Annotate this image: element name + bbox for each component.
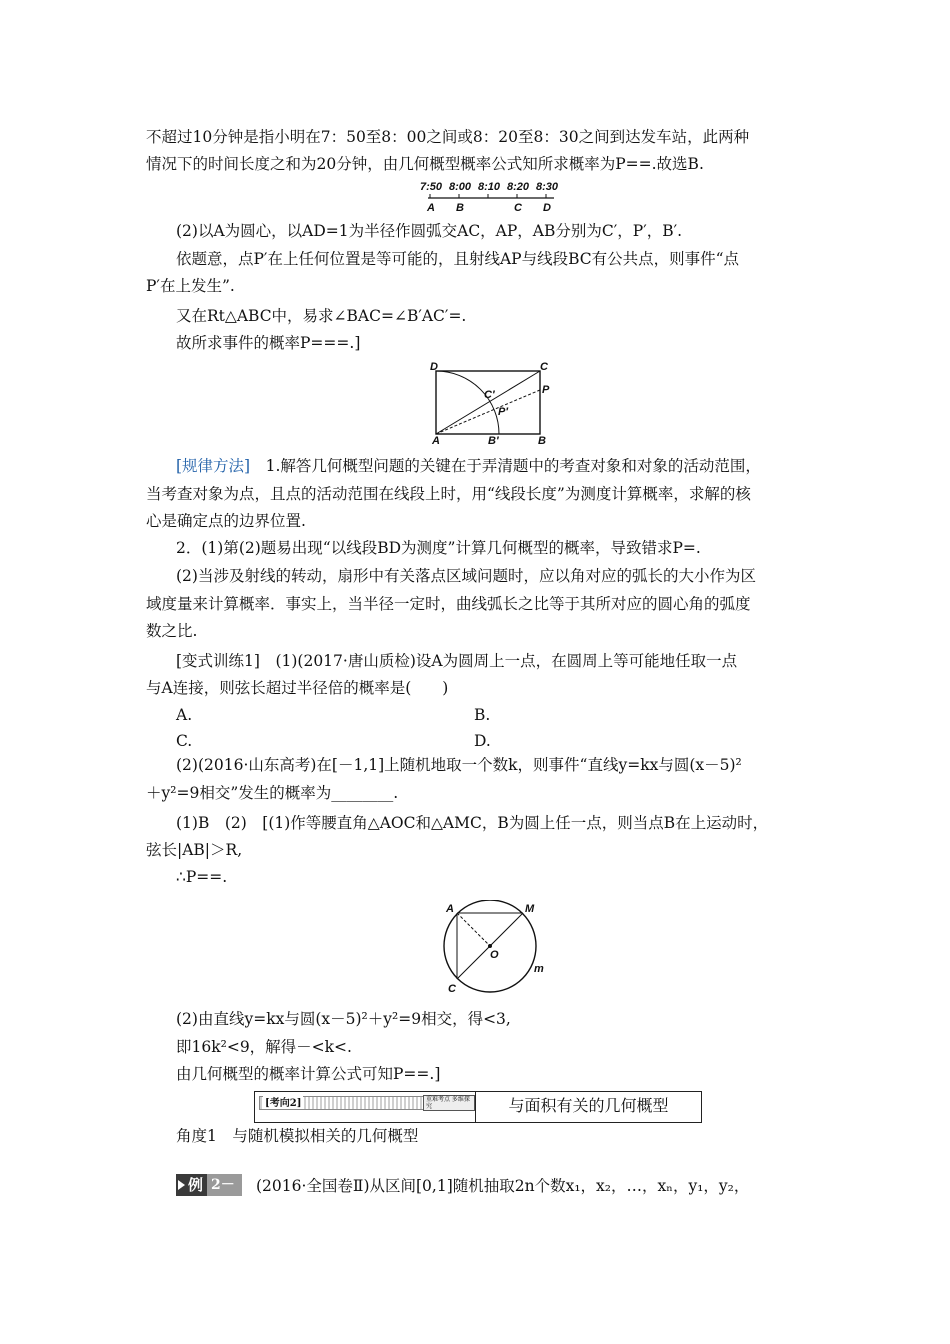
circle-label: M	[525, 903, 535, 915]
vertex-label: D	[430, 362, 438, 373]
vertex-label: A	[432, 435, 440, 446]
vertex-label: P	[542, 384, 550, 396]
method-text: 1.解答几何概型问题的关键在于弄清题中的考查对象和对象的活动范围，	[265, 457, 761, 475]
point-label: C	[514, 202, 522, 214]
circle-label: m	[534, 963, 544, 975]
example-badge-label: 例	[176, 1174, 207, 1196]
answer-line5: 即16k²<9，解得－<k<.	[176, 1038, 352, 1056]
example-text: (2016·全国卷Ⅱ)从区间[0,1]随机抽取2n个数x₁，x₂，…，xₙ，y₁，y₂，	[256, 1177, 750, 1195]
answer-line1: (1)B (2) [(1)作等腰直角△AOC和△AMC，B为圆上任一点，则当点B在上运动时，	[176, 814, 769, 832]
option-c: C.	[176, 732, 193, 750]
section-header	[254, 1091, 702, 1123]
method-line2: 当考查对象为点，且点的活动范围在线段上时，用“线段长度”为测度计算概率，求解的核	[146, 485, 751, 503]
answer-line4: (2)由直线y=kx与圆(x－5)²＋y²=9相交，得<3,	[176, 1010, 511, 1028]
example-badge-number: 2－1	[207, 1174, 242, 1196]
method-line7: 数之比.	[146, 622, 198, 640]
point-label: D	[543, 202, 551, 214]
section-tag-label: [考向2]	[263, 1094, 303, 1109]
variant-line2: 与A连接，则弦长超过半径倍的概率是( )	[146, 679, 449, 697]
vertex-label: B′	[488, 435, 499, 446]
option-a: A.	[176, 706, 193, 724]
circle-label: O	[490, 949, 499, 961]
method-line3: 心是确定点的边界位置.	[146, 512, 306, 530]
timeline-figure	[420, 180, 570, 214]
circle-label: A	[446, 903, 454, 915]
answer-line3: ∴P==.	[176, 868, 228, 886]
circle-figure	[430, 900, 550, 1000]
point-label: B	[456, 202, 464, 214]
vertex-label: C′	[484, 389, 495, 401]
para1-line1: 不超过10分钟是指小明在7：50至8：00之间或8：20至8：30之间到达发车站，此两种	[146, 128, 750, 146]
method-line4: 2．(1)第(2)题易出现“以线段BD为测度”计算几何概型的概率，导致错求P=.	[176, 539, 701, 557]
angle-heading: 角度1 与随机模拟相关的几何概型	[176, 1127, 419, 1145]
para2-line4: 又在Rt△ABC中，易求∠BAC=∠B′AC′=.	[176, 307, 467, 325]
section-tag-mini: 重难考点 多维探究	[423, 1095, 475, 1111]
para2-line1: (2)以A为圆心，以AD=1为半径作圆弧交AC，AP，AB分别为C′，P′，B′.	[176, 222, 683, 240]
time-label: 7:50	[420, 181, 443, 193]
method-line1	[176, 456, 761, 476]
vertex-label: C	[540, 362, 548, 373]
para2-line5: 故所求事件的概率P===.]	[176, 334, 361, 352]
vertex-label: P′	[498, 406, 508, 418]
answer-line2: 弦长|AB|＞R,	[146, 841, 243, 859]
para2-line3: P′在上发生”.	[146, 277, 235, 295]
time-label: 8:00	[449, 181, 472, 193]
variant-q2-line1: (2)(2016·山东高考)在[－1,1]上随机地取一个数k，则事件“直线y=kx与圆(x－5)²	[176, 756, 742, 774]
method-tag: [规律方法]	[176, 457, 251, 475]
variant-q2-line2: ＋y²=9相交”发生的概率为________.	[146, 784, 399, 802]
circle-label: C	[448, 983, 456, 995]
vertex-label: B	[538, 435, 546, 446]
time-label: 8:30	[536, 181, 559, 193]
time-label: 8:10	[478, 181, 501, 193]
point-label: A	[427, 202, 435, 214]
rectangle-arc-figure	[428, 362, 552, 446]
para1-line2: 情况下的时间长度之和为20分钟，由几何概型概率公式知所求概率为P==.故选B.	[146, 155, 704, 173]
time-label: 8:20	[507, 181, 530, 193]
method-line6: 域度量来计算概率．事实上，当半径一定时，曲线弧长之比等于其所对应的圆心角的弧度	[146, 595, 751, 613]
para2-line2: 依题意，点P′在上任何位置是等可能的，且射线AP与线段BC有公共点，则事件“点	[176, 250, 740, 268]
section-tag	[255, 1092, 476, 1122]
option-b: B.	[474, 706, 491, 724]
method-line5: (2)当涉及射线的转动，扇形中有关落点区域问题时，应以角对应的弧长的大小作为区	[176, 567, 756, 585]
option-d: D.	[474, 732, 491, 750]
variant-line1: [变式训练1] (1)(2017·唐山质检)设A为圆周上一点，在圆周上等可能地任取一点	[176, 652, 738, 670]
example-badge	[176, 1174, 242, 1215]
section-title: 与面积有关的几何概型	[508, 1096, 669, 1115]
answer-line6: 由几何概型的概率计算公式可知P==.]	[176, 1065, 441, 1083]
